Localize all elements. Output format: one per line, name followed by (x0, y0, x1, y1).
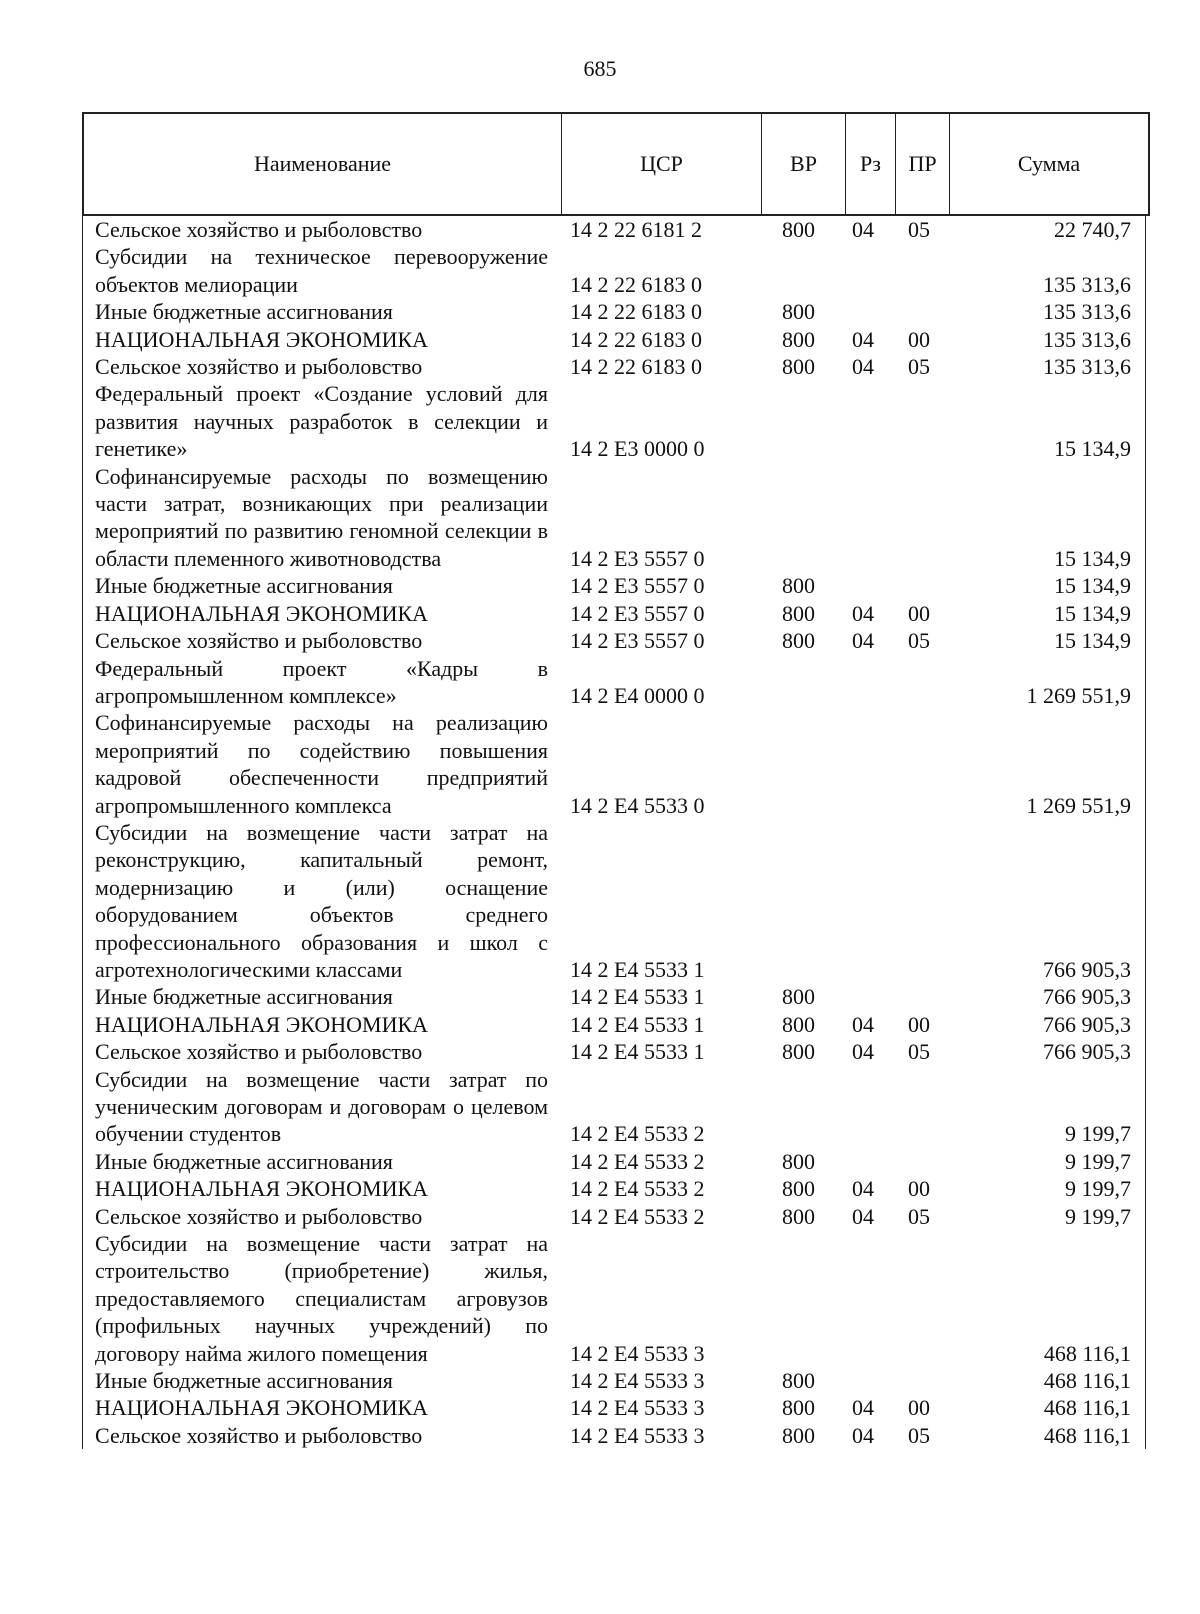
table-row (82, 1422, 1150, 1449)
row-rz-cell: 04 (852, 217, 874, 242)
row-pr-cell: 05 (908, 628, 930, 654)
row-csr-cell: 14 2 22 6181 2 (570, 217, 702, 242)
row-name-text: Софинансируемые расходы на реализацию мероприятий по содействию повышения кадровой обеспеченности предприятий агропромышленного комплекса (95, 710, 548, 818)
row-vr-cell: 800 (782, 1395, 815, 1421)
row-rz-cell: 04 (852, 1011, 874, 1037)
table-row (82, 326, 1150, 353)
row-name-text: Сельское хозяйство и рыболовство (95, 1039, 423, 1065)
row-sum-text: 766 905,3 (1043, 1039, 1131, 1065)
row-pr-cell: 05 (908, 1203, 930, 1229)
row-csr-cell: 14 2 E4 5533 1 (570, 1039, 705, 1065)
row-sum-text: 135 313,6 (1043, 299, 1131, 325)
row-name-cell (82, 1038, 560, 1065)
row-vr-cell: 800 (782, 1176, 815, 1202)
row-csr-cell: 14 2 E4 5533 1 (570, 984, 705, 1010)
row-sum-text: 9 199,7 (1065, 1176, 1131, 1202)
table-row (82, 572, 1150, 599)
row-sum-cell (948, 1422, 1146, 1449)
row-sum-cell (948, 627, 1146, 654)
table-row (82, 1175, 1150, 1202)
row-vr-cell: 800 (782, 1011, 815, 1037)
row-name-cell (82, 1367, 560, 1394)
row-sum-cell (948, 216, 1146, 243)
row-pr-cell: 00 (908, 600, 930, 626)
row-csr-cell: 14 2 E4 5533 1 (570, 956, 705, 982)
row-sum-text: 9 199,7 (1065, 1121, 1131, 1147)
row-name-text: Субсидии на возмещение части затрат на строительство (приобретение) жилья, предоставляемого специалистам агровузов (профильных научных учреждений) по договору найма жилого помещения (95, 1231, 548, 1366)
row-sum-cell (948, 353, 1146, 380)
row-sum-cell (948, 1066, 1146, 1148)
table-row (82, 243, 1150, 298)
row-sum-cell (948, 463, 1146, 573)
row-sum-text: 9 199,7 (1065, 1148, 1131, 1174)
row-pr-cell: 05 (908, 217, 930, 242)
row-rz-cell: 04 (852, 1395, 874, 1421)
row-sum-cell (948, 1394, 1146, 1421)
table-header (82, 112, 1150, 216)
row-sum-text: 135 313,6 (1043, 326, 1131, 352)
row-sum-text: 468 116,1 (1043, 1422, 1131, 1448)
table-row (82, 380, 1150, 462)
header-vr: ВР (762, 114, 846, 214)
table-row (82, 1066, 1150, 1148)
row-sum-text: 15 134,9 (1054, 628, 1131, 654)
table-row (82, 983, 1150, 1010)
header-name: Наименование (84, 114, 562, 214)
page-number: 685 (583, 56, 617, 81)
table-row (82, 1038, 1150, 1065)
row-csr-cell: 14 2 22 6183 0 (570, 354, 702, 380)
row-csr-cell: 14 2 E3 0000 0 (570, 436, 705, 462)
row-sum-text: 135 313,6 (1043, 354, 1131, 380)
table-body (82, 216, 1150, 1449)
row-name-text: Иные бюджетные ассигнования (95, 984, 393, 1010)
header-pr: ПР (896, 114, 950, 214)
row-vr-cell: 800 (782, 1203, 815, 1229)
row-sum-cell (948, 1367, 1146, 1394)
row-name-text: НАЦИОНАЛЬНАЯ ЭКОНОМИКА (95, 600, 429, 626)
table-row (82, 463, 1150, 573)
row-sum-cell (948, 298, 1146, 325)
row-sum-cell (948, 600, 1146, 627)
row-vr-cell: 800 (782, 1039, 815, 1065)
row-sum-cell (948, 1203, 1146, 1230)
row-name-cell (82, 326, 560, 353)
row-name-text: Сельское хозяйство и рыболовство (95, 354, 423, 380)
row-name-cell (82, 572, 560, 599)
row-vr-cell: 800 (782, 984, 815, 1010)
row-sum-text: 766 905,3 (1043, 956, 1131, 982)
row-name-cell (82, 1148, 560, 1175)
row-rz-cell: 04 (852, 354, 874, 380)
row-vr-cell: 800 (782, 628, 815, 654)
row-name-text: Субсидии на техническое перевооружение объектов мелиорации (95, 244, 548, 297)
row-name-text: Федеральный проект «Создание условий для развития научных разработок в селекции и генетике» (95, 381, 548, 462)
row-rz-cell: 04 (852, 1176, 874, 1202)
table-row (82, 1230, 1150, 1367)
row-sum-text: 766 905,3 (1043, 984, 1131, 1010)
table-row (82, 819, 1150, 983)
row-vr-cell: 800 (782, 600, 815, 626)
row-name-text: Федеральный проект «Кадры в агропромышленном комплексе» (95, 655, 548, 708)
row-vr-cell: 800 (782, 299, 815, 325)
row-pr-cell: 00 (908, 1395, 930, 1421)
row-name-cell (82, 1066, 560, 1148)
row-name-text: Иные бюджетные ассигнования (95, 1148, 393, 1174)
row-name-cell (82, 1175, 560, 1202)
row-sum-text: 468 116,1 (1043, 1368, 1131, 1394)
row-sum-text: 15 134,9 (1054, 573, 1131, 599)
row-csr-cell: 14 2 E3 5557 0 (570, 545, 705, 571)
row-sum-text: 468 116,1 (1043, 1395, 1131, 1421)
row-name-text: Субсидии на возмещение части затрат по ученическим договорам и договорам о целевом обучении студентов (95, 1066, 548, 1147)
row-name-cell (82, 243, 560, 298)
row-sum-cell (948, 1230, 1146, 1367)
row-name-cell (82, 655, 560, 710)
row-sum-cell (948, 819, 1146, 983)
row-sum-text: 22 740,7 (1054, 217, 1131, 242)
row-sum-cell (948, 655, 1146, 710)
row-csr-cell: 14 2 22 6183 0 (570, 326, 702, 352)
row-sum-cell (948, 326, 1146, 353)
row-csr-cell: 14 2 22 6183 0 (570, 271, 702, 297)
row-name-cell (82, 463, 560, 573)
row-csr-cell: 14 2 E4 5533 2 (570, 1148, 705, 1174)
row-csr-cell: 14 2 E4 5533 2 (570, 1176, 705, 1202)
row-rz-cell: 04 (852, 628, 874, 654)
row-name-cell (82, 1230, 560, 1367)
row-name-text: Сельское хозяйство и рыболовство (95, 1422, 423, 1448)
row-name-cell (82, 353, 560, 380)
row-name-text: Сельское хозяйство и рыболовство (95, 217, 423, 242)
table-row (82, 353, 1150, 380)
row-csr-cell: 14 2 E4 5533 3 (570, 1340, 705, 1366)
row-vr-cell: 800 (782, 1422, 815, 1448)
row-name-text: НАЦИОНАЛЬНАЯ ЭКОНОМИКА (95, 1176, 429, 1202)
row-rz-cell: 04 (852, 1039, 874, 1065)
row-csr-cell: 14 2 E3 5557 0 (570, 573, 705, 599)
row-sum-text: 766 905,3 (1043, 1011, 1131, 1037)
row-sum-cell (948, 1011, 1146, 1038)
row-name-cell (82, 216, 560, 243)
row-pr-cell: 05 (908, 1039, 930, 1065)
row-sum-text: 15 134,9 (1054, 545, 1131, 571)
header-csr: ЦСР (562, 114, 762, 214)
table-row (82, 709, 1150, 819)
row-sum-text: 1 269 551,9 (1026, 682, 1131, 708)
row-name-text: Иные бюджетные ассигнования (95, 299, 393, 325)
row-vr-cell: 800 (782, 217, 815, 242)
row-name-cell (82, 298, 560, 325)
row-name-cell (82, 627, 560, 654)
row-pr-cell: 00 (908, 1011, 930, 1037)
row-name-cell (82, 1203, 560, 1230)
row-name-cell (82, 600, 560, 627)
row-name-text: Иные бюджетные ассигнования (95, 573, 393, 599)
table-row (82, 216, 1150, 243)
row-name-cell (82, 983, 560, 1010)
row-sum-cell (948, 380, 1146, 462)
row-sum-text: 468 116,1 (1043, 1340, 1131, 1366)
row-sum-cell (948, 1175, 1146, 1202)
row-sum-text: 9 199,7 (1065, 1203, 1131, 1229)
row-csr-cell: 14 2 E4 5533 2 (570, 1203, 705, 1229)
row-name-text: НАЦИОНАЛЬНАЯ ЭКОНОМИКА (95, 1011, 429, 1037)
row-pr-cell: 00 (908, 326, 930, 352)
row-csr-cell: 14 2 22 6183 0 (570, 299, 702, 325)
row-name-cell (82, 819, 560, 983)
row-csr-cell: 14 2 E4 5533 2 (570, 1121, 705, 1147)
row-rz-cell: 04 (852, 600, 874, 626)
table-row (82, 1203, 1150, 1230)
row-sum-cell (948, 1038, 1146, 1065)
row-name-cell (82, 1422, 560, 1449)
row-vr-cell: 800 (782, 573, 815, 599)
row-csr-cell: 14 2 E3 5557 0 (570, 600, 705, 626)
row-sum-cell (948, 709, 1146, 819)
table-row (82, 600, 1150, 627)
row-name-cell (82, 380, 560, 462)
row-rz-cell: 04 (852, 1203, 874, 1229)
row-csr-cell: 14 2 E4 5533 1 (570, 1011, 705, 1037)
row-pr-cell: 05 (908, 354, 930, 380)
row-sum-text: 15 134,9 (1054, 600, 1131, 626)
table-row (82, 1011, 1150, 1038)
row-vr-cell: 800 (782, 326, 815, 352)
table-row (82, 627, 1150, 654)
header-rz: Рз (846, 114, 896, 214)
row-name-text: Сельское хозяйство и рыболовство (95, 628, 423, 654)
row-sum-text: 15 134,9 (1054, 436, 1131, 462)
row-rz-cell: 04 (852, 326, 874, 352)
row-name-cell (82, 1011, 560, 1038)
row-csr-cell: 14 2 E4 5533 3 (570, 1368, 705, 1394)
table-row (82, 298, 1150, 325)
row-name-text: Сельское хозяйство и рыболовство (95, 1203, 423, 1229)
row-sum-cell (948, 1148, 1146, 1175)
row-vr-cell: 800 (782, 1368, 815, 1394)
header-sum: Сумма (1017, 151, 1081, 176)
row-vr-cell: 800 (782, 1148, 815, 1174)
row-sum-text: 135 313,6 (1043, 271, 1131, 297)
row-vr-cell: 800 (782, 354, 815, 380)
row-sum-text: 1 269 551,9 (1026, 792, 1131, 818)
row-name-text: Софинансируемые расходы по возмещению части затрат, возникающих при реализации мероприятий по развитию геномной селекции в области племенного животноводства (95, 463, 548, 571)
table-row (82, 1367, 1150, 1394)
table-row (82, 1148, 1150, 1175)
row-name-cell (82, 1394, 560, 1421)
row-pr-cell: 05 (908, 1422, 930, 1448)
row-name-text: НАЦИОНАЛЬНАЯ ЭКОНОМИКА (95, 326, 429, 352)
row-name-text: Субсидии на возмещение части затрат на реконструкцию, капитальный ремонт, модернизацию и (или) оснащение оборудованием объектов среднего профессионального образования и школ с агротехнологическими классами (95, 819, 548, 982)
row-sum-cell (948, 983, 1146, 1010)
row-csr-cell: 14 2 E4 5533 0 (570, 792, 705, 818)
row-rz-cell: 04 (852, 1422, 874, 1448)
row-csr-cell: 14 2 E3 5557 0 (570, 628, 705, 654)
row-sum-cell (948, 243, 1146, 298)
table-row (82, 1394, 1150, 1421)
row-pr-cell: 00 (908, 1176, 930, 1202)
row-name-cell (82, 709, 560, 819)
row-name-text: Иные бюджетные ассигнования (95, 1368, 393, 1394)
row-csr-cell: 14 2 E4 5533 3 (570, 1422, 705, 1448)
table-row (82, 655, 1150, 710)
row-csr-cell: 14 2 E4 5533 3 (570, 1395, 705, 1421)
row-sum-cell (948, 572, 1146, 599)
row-name-text: НАЦИОНАЛЬНАЯ ЭКОНОМИКА (95, 1395, 429, 1421)
row-csr-cell: 14 2 E4 0000 0 (570, 682, 705, 708)
